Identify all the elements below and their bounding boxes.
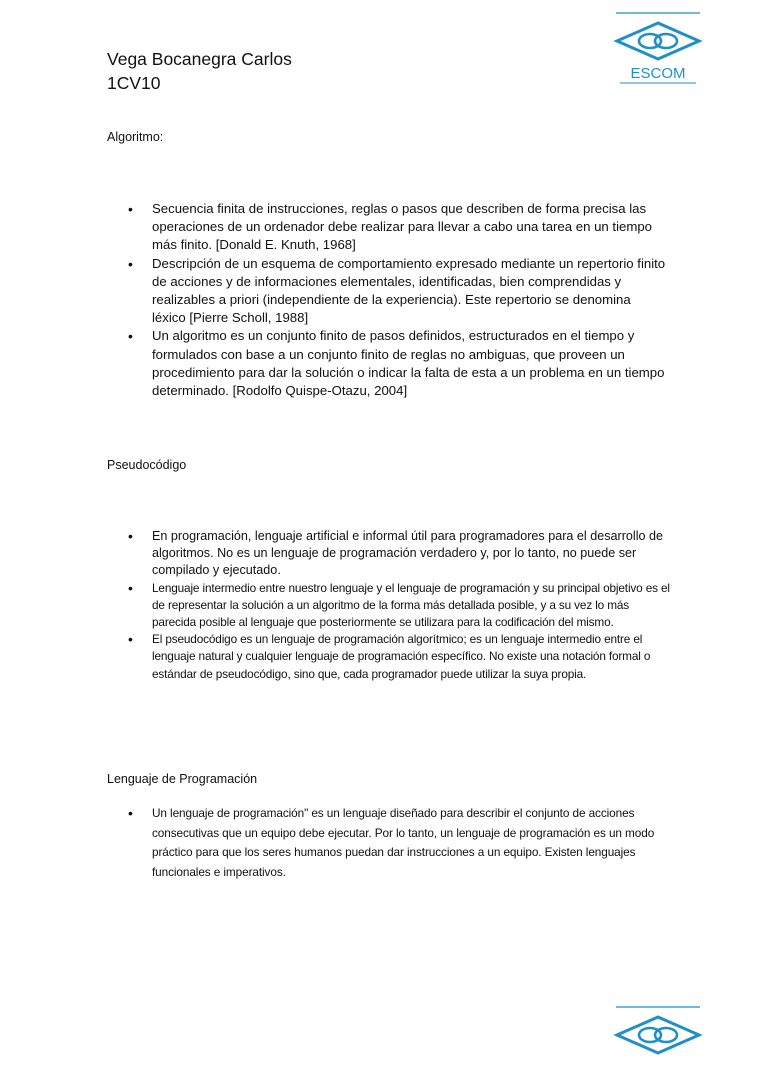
escom-logo <box>608 10 708 90</box>
list-item: • Lenguaje intermedio entre nuestro lenguaje y el lenguaje de programación y su principal objetivo es el de representar la solución a un algoritmo de la forma más detallada posible, y a su vez lo más parecida posible al lenguaje que posteriormente se utilizara para la codificación del mismo. <box>107 580 672 632</box>
list-item: • El pseudocódigo es un lenguaje de programación algorítmico; es un lenguaje intermedio entre el lenguaje natural y cualquier lenguaje de programación específico. No existe una notación formal o estándar de pseudocódigo, sino que, cada programador puede utilizar la suya propia. <box>107 631 672 683</box>
list-item: • Un lenguaje de programación" es un lenguaje diseñado para describir el conjunto de acciones consecutivas que un equipo debe ejecutar. Por lo tanto, un lenguaje de programación es un modo práctico para que los seres humanos puedan dar instrucciones a un equipo. Existen lenguajes funcionales e imperativos. <box>107 804 667 882</box>
escom-logo-footer <box>608 1004 708 1084</box>
list-item: • Descripción de un esquema de comportamiento expresado mediante un repertorio finito de acciones y de informaciones elementales, identificadas, bien comprendidas y realizables a priori (independiente de la experiencia). Este repertorio se denomina léxico [Pierre Scholl, 1988] <box>107 255 667 328</box>
student-group: 1CV10 <box>107 73 161 93</box>
list-item: • Secuencia finita de instrucciones, reglas o pasos que describen de forma precisa las operaciones de un ordenador debe realizar para llevar a cabo una tarea en un tiempo más finito. [Donald E. Knuth, 1968] <box>107 200 667 255</box>
list-item: • Un algoritmo es un conjunto finito de pasos definidos, estructurados en el tiempo y formulados con base a un conjunto finito de reglas no ambiguas, que proveen un procedimiento para dar la solución o indicar la falta de esta a un problema en un tiempo determinado. [Rodolfo Quispe-Otazu, 2004] <box>107 327 667 400</box>
algoritmo-list <box>107 200 667 400</box>
pseudocodigo-list <box>107 528 672 683</box>
lenguaje-list <box>107 804 667 882</box>
student-name: Vega Bocanegra Carlos <box>107 49 292 69</box>
heading-algoritmo: Algoritmo: <box>107 130 164 144</box>
logo-text: ESCOM <box>630 65 686 82</box>
heading-pseudocodigo: Pseudocódigo <box>107 458 187 472</box>
list-item: • En programación, lenguaje artificial e informal útil para programadores para el desarrollo de algoritmos. No es un lenguaje de programación verdadero y, por lo tanto, no puede ser compilado y ejecutado. <box>107 528 672 580</box>
heading-lenguaje: Lenguaje de Programación <box>107 772 258 786</box>
